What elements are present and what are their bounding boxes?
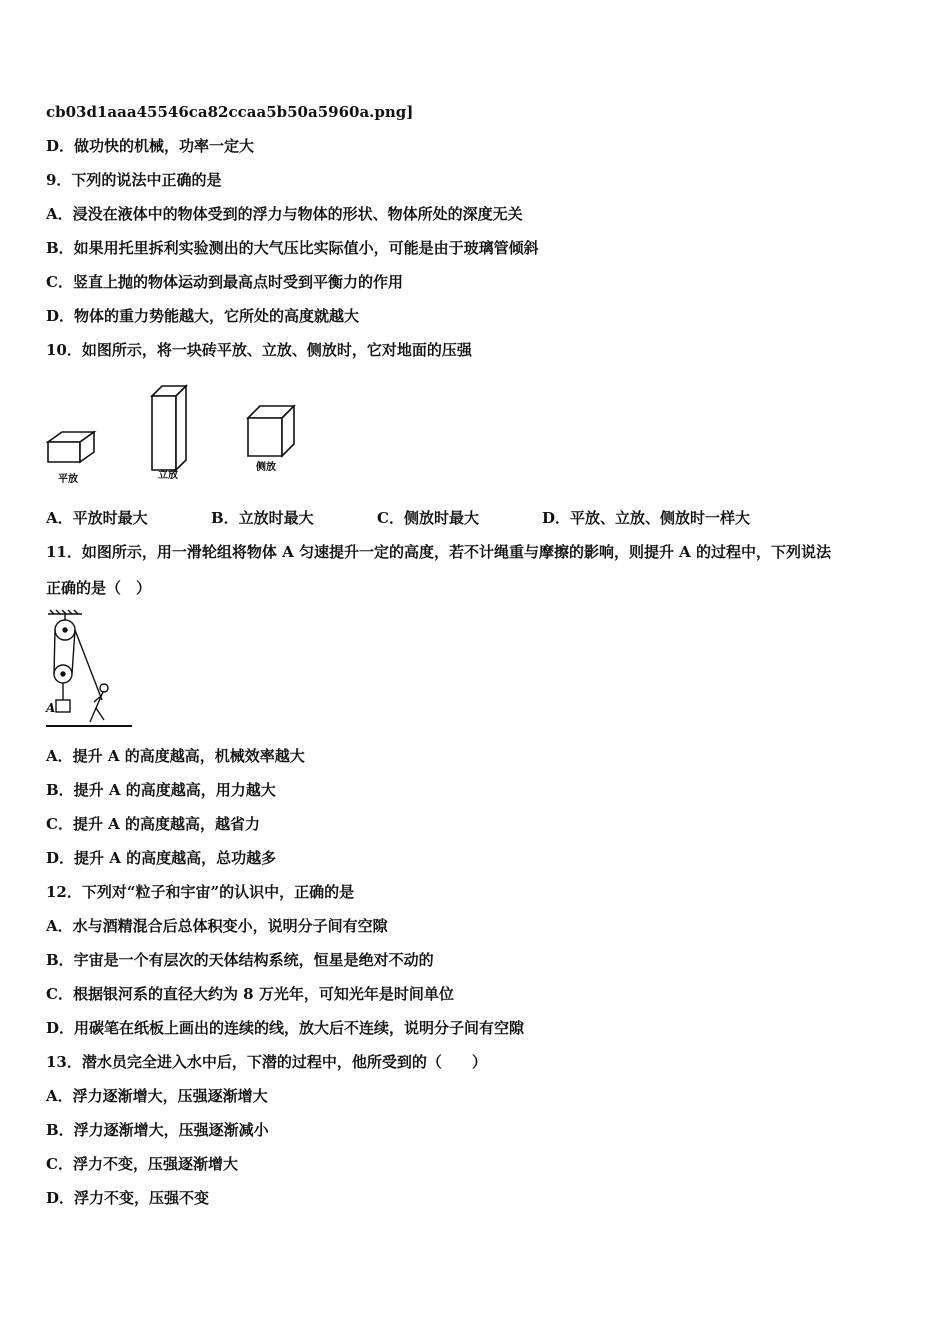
q10-option-c: C．侧放时最大 [377, 509, 479, 527]
label-flat: 平放 [58, 474, 78, 485]
q11-option-c: C．提升 A 的高度越高，越省力 [46, 815, 261, 833]
upright-brick-front [152, 396, 176, 470]
q9-option-a: A．浸没在液体中的物体受到的浮力与物体的形状、物体所处的深度无关 [46, 205, 523, 223]
q10-option-b: B．立放时最大 [211, 509, 314, 527]
label-upright: 立放 [158, 470, 178, 481]
q8-option-d: D．做功快的机械，功率一定大 [46, 137, 255, 155]
q12-option-b: B．宇宙是一个有层次的天体结构系统，恒星是绝对不动的 [46, 951, 434, 969]
q10-brick-figure [40, 378, 320, 490]
q12-option-c: C．根据银河系的直径大约为 8 万光年，可知光年是时间单位 [46, 985, 454, 1003]
q9-option-c: C．竖直上抛的物体运动到最高点时受到平衡力的作用 [46, 273, 403, 291]
q11-stem-line1: 11．如图所示，用一滑轮组将物体 A 匀速提升一定的高度，若不计绳重与摩擦的影响，则提升 A 的过程中，下列说法 [46, 543, 832, 561]
pulley-drawing [42, 608, 142, 734]
q11-pulley-figure [42, 608, 142, 734]
side-brick-front [248, 418, 282, 456]
q13-option-c: C．浮力不变，压强逐渐增大 [46, 1155, 238, 1173]
q12-option-a: A．水与酒精混合后总体积变小，说明分子间有空隙 [46, 917, 388, 935]
header-fragment: cb03d1aaa45546ca82ccaa5b50a5960a.png] [46, 103, 414, 121]
q9-option-d: D．物体的重力势能越大，它所处的高度就越大 [46, 307, 360, 325]
q11-option-a: A．提升 A 的高度越高，机械效率越大 [46, 747, 305, 765]
q12-stem: 12．下列对“粒子和宇宙”的认识中，正确的是 [46, 883, 355, 901]
q13-option-b: B．浮力逐渐增大，压强逐渐减小 [46, 1121, 269, 1139]
q11-option-b: B．提升 A 的高度越高，用力越大 [46, 781, 276, 799]
q13-option-d: D．浮力不变，压强不变 [46, 1189, 210, 1207]
q11-option-d: D．提升 A 的高度越高，总功越多 [46, 849, 277, 867]
q12-option-d: D．用碳笔在纸板上画出的连续的线，放大后不连续，说明分子间有空隙 [46, 1019, 525, 1037]
q13-stem: 13．潜水员完全进入水中后，下潜的过程中，他所受到的（ ） [46, 1053, 487, 1071]
label-side: 侧放 [256, 462, 276, 473]
brick-drawing [40, 378, 320, 490]
q9-stem: 9．下列的说法中正确的是 [46, 171, 222, 189]
flat-brick-front [48, 442, 80, 462]
q10-option-d: D．平放、立放、侧放时一样大 [542, 509, 751, 527]
upright-brick-side [176, 386, 186, 470]
q11-stem-line2: 正确的是（ ） [46, 579, 152, 597]
block-a-label: A [46, 701, 56, 715]
block-a [56, 700, 70, 712]
q13-option-a: A．浮力逐渐增大，压强逐渐增大 [46, 1087, 268, 1105]
q9-option-b: B．如果用托里拆利实验测出的大气压比实际值小，可能是由于玻璃管倾斜 [46, 239, 539, 257]
q10-option-a: A．平放时最大 [46, 509, 148, 527]
q10-stem: 10．如图所示，将一块砖平放、立放、侧放时，它对地面的压强 [46, 341, 472, 359]
